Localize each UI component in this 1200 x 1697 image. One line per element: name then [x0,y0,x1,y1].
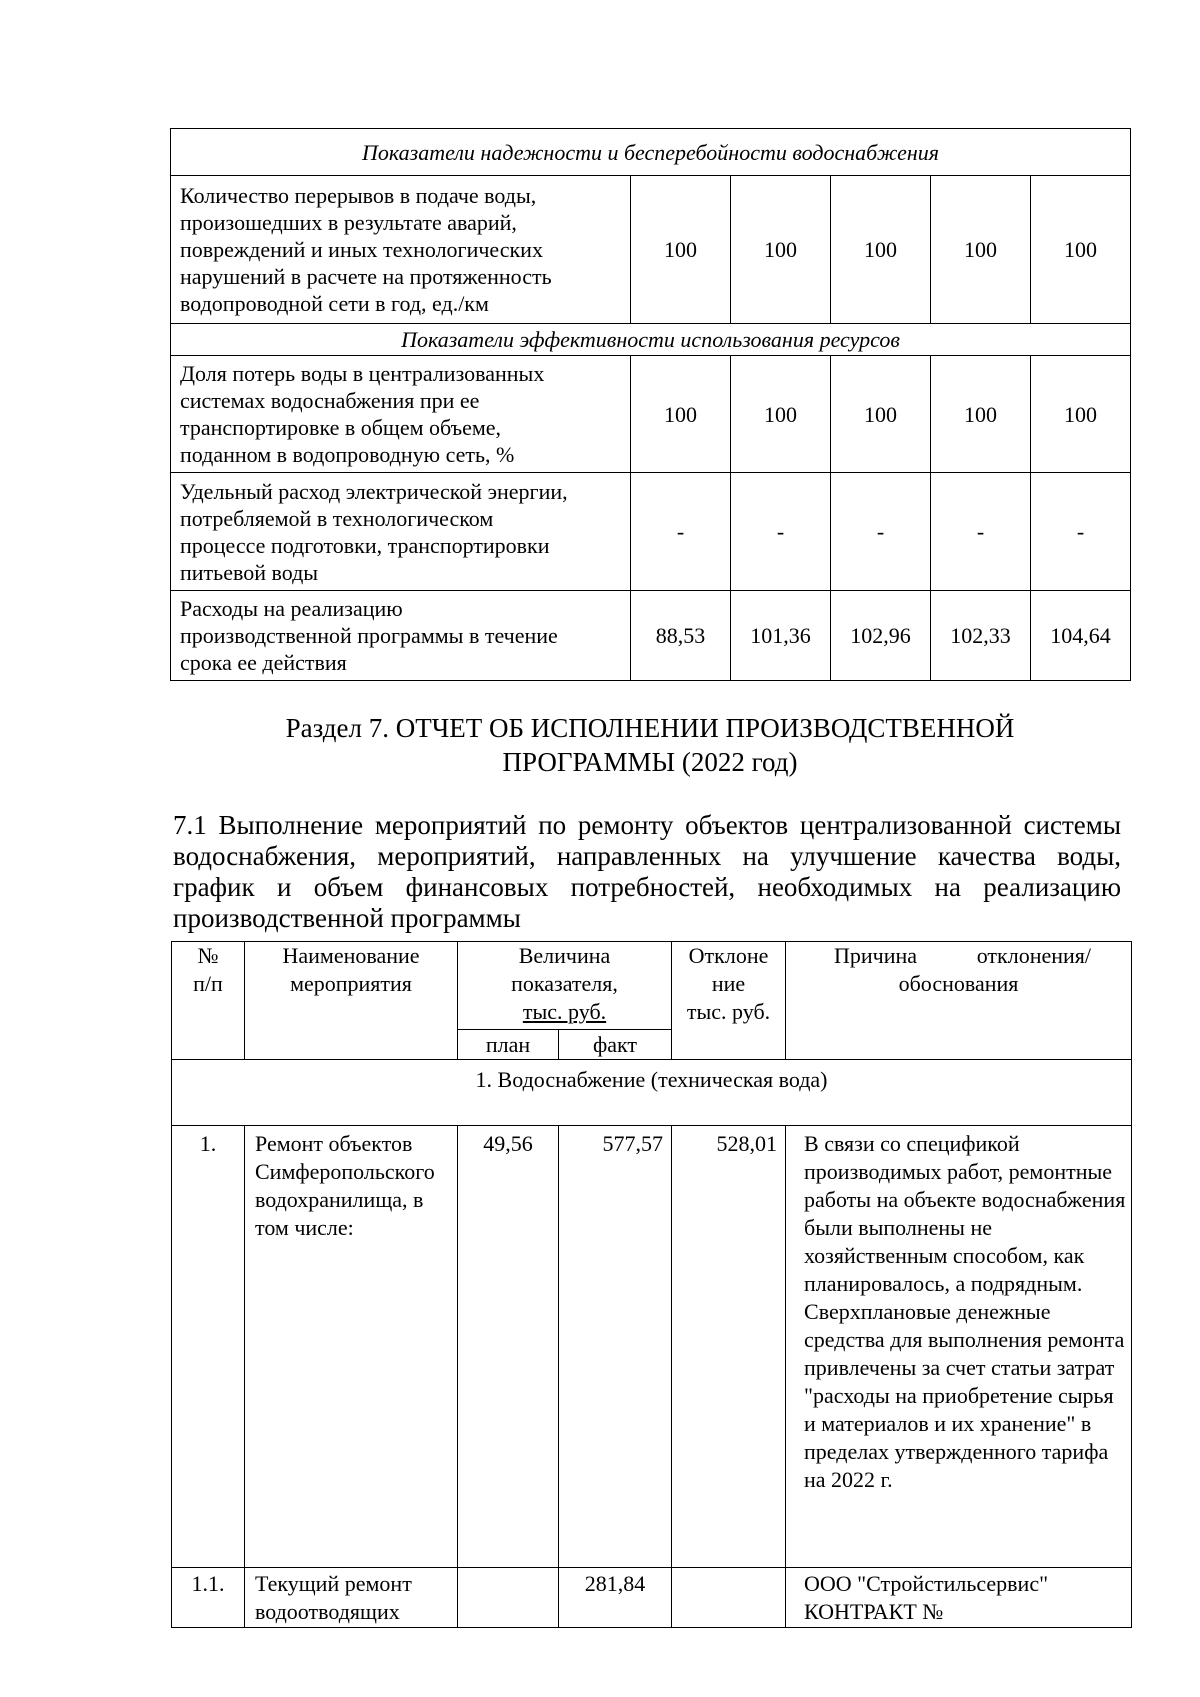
row-plan: 49,56 [458,1126,559,1568]
report-table [171,941,1132,1628]
indicator-value: 100 [1031,176,1131,324]
row-deviation [672,1568,786,1628]
indicator-value: 100 [631,356,731,473]
row-name: Ремонт объектов Симферопольского водохранилища, в том числе: [245,1126,458,1568]
section-efficiency-header: Показатели эффективности использования ресурсов [171,324,1131,356]
row-num: 1.1. [172,1568,245,1628]
indicator-name: Доля потерь воды в централизованных системах водоснабжения при ее транспортировке в общем объеме, поданном в водопроводную сеть, % [171,356,631,473]
header-deviation: Отклоне ние тыс. руб. [672,942,786,1060]
indicator-name: Расходы на реализацию производственной программы в течение срока ее действия [171,591,631,681]
indicator-value: 88,53 [631,591,731,681]
section-heading-line: Раздел 7. ОТЧЕТ ОБ ИСПОЛНЕНИИ ПРОИЗВОДСТВЕННОЙ [285,713,1015,743]
row-num: 1. [172,1126,245,1568]
row-fact: 577,57 [559,1126,672,1568]
indicator-value: - [931,473,1031,591]
indicator-value: 100 [731,176,831,324]
indicator-value: 100 [831,356,931,473]
indicator-value: 100 [731,356,831,473]
header-fact: факт [559,1030,672,1060]
indicator-value: - [831,473,931,591]
header-value: Величина показателя, тыс. руб. [458,942,672,1030]
indicator-value: 100 [1031,356,1131,473]
table-row [171,473,1131,591]
table-row [172,1568,1132,1628]
indicator-name: Количество перерывов в подаче воды, произошедших в результате аварий, повреждений и иных технологических нарушений в расчете на протяженность водопроводной сети в год, ед./км [171,176,631,324]
section-heading [170,711,1130,779]
indicator-value: - [631,473,731,591]
indicator-value: 102,33 [931,591,1031,681]
table-row [171,176,1131,324]
row-deviation: 528,01 [672,1126,786,1568]
indicator-value: 101,36 [731,591,831,681]
row-reason: В связи со спецификой производимых работ, ремонтные работы на объекте водоснабжения были выполнены не хозяйственным способом, как планировалось, а подрядным. Сверхплановые денежные средства для выполнения ремонта привлечены за счет статьи затрат "расходы на приобретение сырья и материалов и их хранение" в пределах утвержденного тарифа на 2022 г. [786,1126,1132,1568]
subsection-paragraph: 7.1 Выполнение мероприятий по ремонту объектов централизованной системы водоснабжения, мероприятий, направленных на улучшение качества воды, график и объем финансовых потребностей, необходимых на реализацию производственной программы [173,810,1121,933]
table-row [171,591,1131,681]
indicator-value: 104,64 [1031,591,1131,681]
section-heading-line: ПРОГРАММЫ (2022 год) [502,747,798,777]
header-plan: план [458,1030,559,1060]
indicator-value: - [1031,473,1131,591]
section-reliability-header: Показатели надежности и бесперебойности водоснабжения [171,129,1131,176]
row-fact: 281,84 [559,1568,672,1628]
indicator-value: 100 [931,356,1031,473]
indicator-value: - [731,473,831,591]
row-reason: ООО "Стройстильсервис" КОНТРАКТ № [786,1568,1132,1628]
table-row [172,1126,1132,1568]
indicator-value: 100 [831,176,931,324]
section-water-supply: 1. Водоснабжение (техническая вода) [172,1060,1132,1126]
table-row [171,356,1131,473]
indicators-table [170,128,1131,681]
header-name: Наименование мероприятия [245,942,458,1060]
indicator-value: 100 [631,176,731,324]
row-name: Текущий ремонт водоотводящих [245,1568,458,1628]
header-num: № п/п [172,942,245,1060]
indicator-name: Удельный расход электрической энергии, потребляемой в технологическом процессе подготовки, транспортировки питьевой воды [171,473,631,591]
row-plan [458,1568,559,1628]
indicator-value: 102,96 [831,591,931,681]
header-reason: Причина отклонения/ обоснования [786,942,1132,1060]
indicator-value: 100 [931,176,1031,324]
